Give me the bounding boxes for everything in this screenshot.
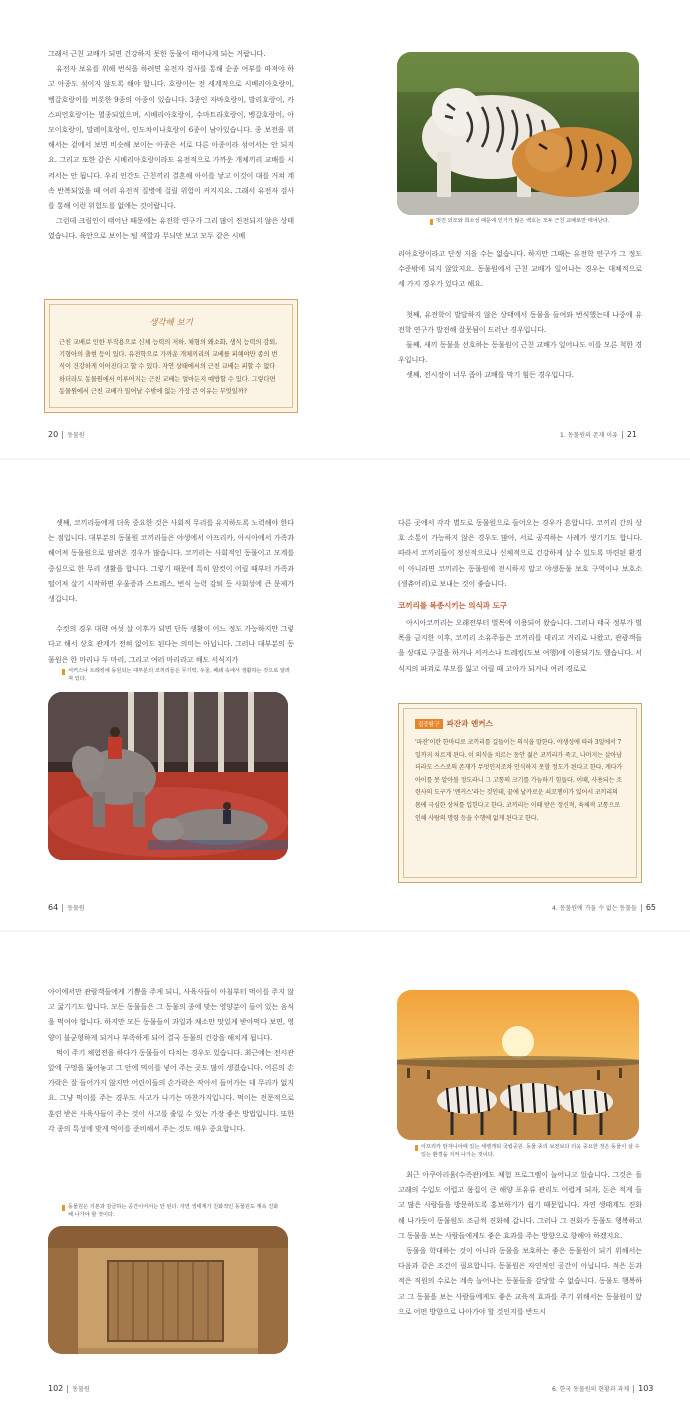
paragraph: 유전자 보유를 위해 번식을 하려면 유전자 검사를 통해 순종 여부를 따져야 하고 아종도 섞이지 않도록 해야 합니다. 호랑이는 전 세계적으로 시베리아호랑이, 벵갈호랑이를 비롯한 9종의 아종이 있습니다. 3종인 자바호랑이, 발리호랑이, 카스피언호랑이는 멸종되었으며, 시베리아호랑이, 수마트라호랑이, 벵갈호랑이, 아모이호랑이, 말레이호랑이, 인도차이나호랑이 6종이 남아있습니다. 종 보전을 위해서는 겉에서 보면 비슷해 보이는 아종은 서로 다른 아종이라 섞어서는 안 되지요. 그리고 또한 같은 시베리아호랑이라도 유전적으로 가까운 개체끼리 교배를 시켜서는 안 됩니다. 우리 인간도 근친끼리 결혼해 아이를 낳고 이것이 대를 거쳐 계속 반복되었을 때 여러 유전적 질병에 걸릴 위험이 커지지요. 그래서 유전자 검사를 통해 이런 위험도를 없애는 것이랍니다.	[48, 64, 294, 211]
page-number: 21	[626, 430, 638, 439]
right-page-text	[398, 515, 642, 676]
photo-caption: 서커스나 트레킹에 동원되는 대부분의 코끼리들은 무기력, 우울, 폐쇄 속에서 생활하는 것으로 알려져 있다.	[62, 668, 292, 683]
paragraph: 첫째, 유전학이 발달하지 않은 상태에서 동물을 들여와 번식했는데 나중에 유전학 연구가 발전해 잘못됨이 드러난 경우입니다.	[398, 309, 642, 334]
page-number: 20	[48, 430, 59, 439]
photo-caption: 멋진 외모와 희소성 때문에 인기가 많은 백호는 모두 근친 교배로만 태어난다.	[430, 218, 650, 226]
running-head: 동물원	[67, 905, 85, 912]
photo-caption: 동물원은 기본과 감금하는 공간이어서는 안 된다. 자연 생태계가 친화적인 동물원도 계속 진화해 나가야 할 것이다.	[62, 1204, 282, 1219]
case-box-body: '파잔'이란 한마디로 코끼리를 길들이는 의식을 말한다. 야생성에 따라 3일에서 7일까지 치르게 된다. 이 의식을 치르는 동안 젊은 코끼리가 죽고, 나머지는 살아남더라도 스스로의 존재가 무엇인지조차 인식하지 못할 정도가 된다고 한다. 게다가 아이를 못 알아볼 정도라니 그 고통의 크기를 가늠하기 힘들다. 이때, 사용되는 조련사의 도구가 '엔커스'라는 것인데, 끝에 날카로운 쇠꼬챙이가 있어서 코끼리의 몸에 극심한 상처를 입힌다고 한다. 코끼리는 이때 받은 정신적, 육체적 고통으로 인해 사람의 명령 등을 수행에 없게 된다고 한다.	[415, 739, 623, 822]
running-head: 동물원	[67, 432, 85, 439]
paragraph: 그래서 근친 교배가 되면 건강하지 못한 동물이 태어나게 되는 거랍니다.	[48, 49, 266, 58]
savanna-zebras-photo	[397, 990, 639, 1140]
page-number: 64	[48, 903, 59, 912]
paragraph: 최근 아쿠아리움(수족관)에도 체험 프로그램이 늘어나고 있습니다. 그것은 돌고래의 수입도 어렵고 몸집이 큰 해양 포유류 관리도 어렵게 되자, 돈은 적게 들고 많은 사람들을 방문하도록 홍보하기가 쉽기 때문입니다. 자연 생태계도 진화해 나가듯이 동물원도 조금씩 진화해 갑니다. 그러나 그 진화가 동물도 행복하고 그 동물을 보는 사람들에게도 좋은 효과를 주는 방향으로 향해야 하겠지요.	[398, 1170, 642, 1240]
page-folio-left	[48, 430, 85, 439]
book-spread-pages-64-65	[0, 460, 690, 930]
left-page-text	[48, 46, 294, 244]
page-folio-right	[552, 903, 656, 912]
circus-elephant-photo	[48, 692, 288, 860]
think-box-title: 생각해 보기	[149, 318, 193, 328]
page-number: 102	[48, 1384, 64, 1393]
paragraph: 셋째, 코끼리들에게 더욱 중요한 것은 사회적 무리를 유지하도록 노력해야 한다는 점입니다. 대부분의 동물원 코끼리들은 야생에서 아프리카, 아시아에서 가족과 헤어져 동물원으로 팔려온 경우가 많습니다. 코끼리는 사회적인 동물이고 모계를 중심으로 한 무리 생활을 합니다. 그렇기 때문에 특히 암컷이 어릴 때부터 가족과 떨어져 살기 시작하면 우울증과 스트레스, 번식 능력 감퇴 등 사회성에 큰 문제가 생깁니다.	[48, 518, 294, 604]
paragraph: 셋째, 전시장이 너무 좁아 교배를 막기 힘든 경우입니다.	[406, 370, 574, 380]
think-box	[44, 299, 298, 413]
right-page-text	[398, 1167, 642, 1319]
section-subhead: 코끼리를 복종시키는 의식과 도구	[398, 601, 507, 611]
book-spread-pages-102-103	[0, 932, 690, 1407]
page-number: 65	[645, 903, 657, 912]
enclosure-photo	[48, 1226, 288, 1354]
paragraph: 다른 곳에서 각각 별도로 동물원으로 들어오는 경우가 흔합니다. 코끼리 간의 상호 소통이 가능하지 않은 경우도 많아, 서로 공격하는 사례가 생기기도 합니다. 따라서 코끼리들이 정신적으로나 신체적으로 건강하게 살 수 있도록 마련된 환경이 아니라면 코끼리는 동물원에 전시하지 말고 야생동물 보호 구역이나 보호소(생츄어리)로 보내는 것이 좋습니다.	[398, 518, 642, 588]
paragraph: 아이에서만 관람객들에게 기쁨을 주게 되니, 사육사들이 아침부터 먹이를 주지 않고 굶기기도 합니다. 모든 동물들은 그 동물의 종에 맞는 영양분이 들어 있는 음식을 먹어야 합니다. 하지만 모든 동물들이 과일과 채소만 맛있게 받아먹다 보면, 영양이 불균형하게 되거나 부족하게 되어 결국 동물의 건강을 해치게 됩니다.	[48, 987, 294, 1042]
case-box-header	[415, 718, 625, 729]
book-spread-pages-20-21	[0, 0, 690, 458]
left-page-text	[48, 515, 294, 667]
paragraph: 아시아코끼리는 오래전부터 벌목에 이용되어 왔습니다. 그러나 태국 정부가 벌목을 금지한 이후, 코끼리 소유주들은 코끼리를 데리고 거리로 나왔고, 관광객들을 상대로 구걸을 하거나 서커스나 트레킹(도보 여행)에 이용되기도 했습니다. 서식지의 파괴로 부모를 잃고 어릴 때 고아가 되거나 여러 경로로	[398, 618, 642, 673]
right-page-text	[398, 246, 642, 383]
paragraph: 그런데 크림인이 태어난 때문에는 유전학 연구가 그리 많이 진전되지 않은 상태였습니다. 육안으로 보이는 털 색깔과 무늬만 보고 모두 같은 시베	[48, 216, 294, 241]
paragraph: 둘째, 새끼 동물을 선호하는 동물원이 근친 교배가 일어나도 이를 모른 척한 경우입니다.	[398, 340, 642, 365]
case-box-title: 파잔과 엔커스	[446, 719, 493, 728]
running-head: 1. 동물원의 존재 이유	[560, 432, 618, 439]
page-folio-right	[552, 1384, 653, 1393]
page-folio-right	[560, 430, 637, 439]
case-box-tag: 집중탐구	[415, 719, 443, 729]
paragraph: 수컷의 경우 대략 여섯 살 이후가 되면 단독 생활이 어느 정도 가능하지만 그렇다고 해서 상호 관계가 전혀 없어도 된다는 의미는 아닙니다. 그러나 대부분의 동물원은 한 마리나 두 마리, 그리고 여러 마리라고 해도 서식지가	[48, 624, 294, 664]
page-folio-left	[48, 1384, 90, 1393]
running-head: 동물원	[72, 1386, 90, 1393]
think-box-body: 근친 교배로 인한 부작용으로 신체 능력의 저하, 체형의 왜소화, 생식 능력의 감퇴, 기형아의 출현 등이 있다. 유전학으로 가까운 개체끼리의 교배를 피해야만 종의 번식이 건강하게 이어진다고 할 수 있다. 자연 상태에서의 근친 교배는 피할 수 없다 하더라도 동물원에서 이루어지는 근친 교배는 얼마든지 예방할 수 있다. 그렇다면 동물원에서 근친 교배가 일어날 수밖에 없는 가장 큰 이유는 무엇일까?	[59, 339, 278, 395]
running-head: 6. 한국 동물원의 현황과 과제	[552, 1386, 630, 1393]
left-page-text	[48, 984, 294, 1136]
paragraph: 먹이 주기 체험전을 하다가 동물들이 다치는 경우도 있습니다. 최근에는 전시관 앞에 구멍을 뚫어놓고 그 안에 먹이를 넣어 주는 곳도 많이 생겼습니다. 어른의 손가락은 잘 들어가지 않지만 어린이들의 손가락은 작아서 들어가는 데 무리가 없지요. 그냥 먹이를 주는 경우도 사고가 나기는 마찬가지입니다. 먹이는 전문적으로 훈련 받은 사육사들이 주는 것이 사고를 줄일 수 있는 가장 좋은 방법입니다. 또한 각 종의 특성에 맞게 먹이를 준비해서 주는 것도 매우 중요합니다.	[48, 1047, 294, 1133]
case-study-box	[398, 703, 642, 883]
paragraph: 리아호랑이라고 단정 지을 수는 없습니다. 하지만 그때는 유전학 연구가 그 정도 수준밖에 되지 않았지요. 동물원에서 근친 교배가 일어나는 경우는 대체적으로 세 가지 경우가 있다고 해요.	[398, 249, 642, 289]
photo-caption: 아프리카 탄자니아에 있는 세렝게티 국립공원. 동물 종의 보전보다 더욱 중요한 것은 동물이 살 수 있는 환경을 지켜 나가는 것이다.	[415, 1144, 645, 1159]
page-folio-left	[48, 903, 85, 912]
running-head: 4. 동물원에 가둘 수 없는 동물들	[552, 905, 637, 912]
page-number: 103	[638, 1384, 654, 1393]
paragraph: 동물을 학대하는 것이 아니라 동물을 보호하는 좋은 동물원이 되기 위해서는 다음과 같은 조건이 필요합니다. 동물원은 자연적인 공간이 아닙니다. 적은 돈과 적은 직원의 수로는 계속 늘어나는 동물들을 감당할 수 없습니다. 동물도 행복하고 그 동물을 보는 사람들에게도 좋은 교육적 효과를 주기 위해서는 동물원이 앞으로 어떤 방향으로 나아가야 할 것인지를 반드시	[398, 1246, 642, 1316]
white-tiger-photo	[397, 52, 639, 215]
